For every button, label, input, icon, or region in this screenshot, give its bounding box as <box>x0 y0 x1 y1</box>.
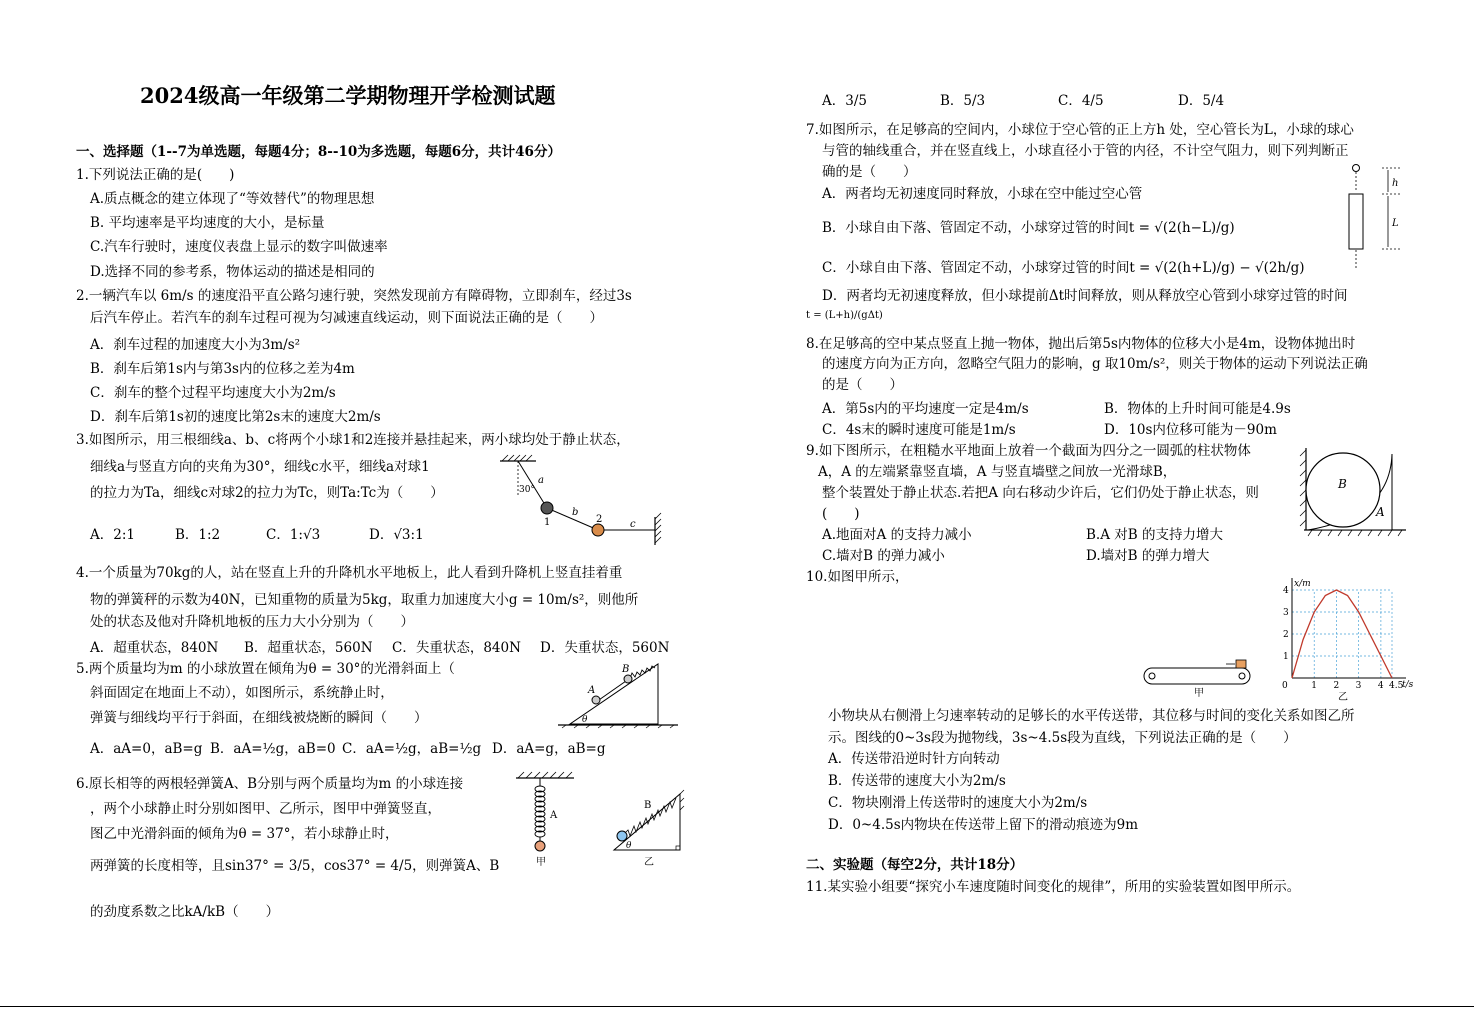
chart-y-label: x/m <box>1294 579 1311 589</box>
q5-stem-1: 5.两个质量均为m 的小球放置在倾角为θ = 30°的光滑斜面上（ <box>76 661 455 677</box>
q8-option-a: A．第5s内的平均速度一定是4m/s <box>822 401 1029 417</box>
q9-option-b: B.A 对B 的支持力增大 <box>1086 527 1223 543</box>
q1-option-c: C.汽车行驶时，速度仪表盘上显示的数字叫做速率 <box>90 239 388 255</box>
q11-stem: 11.某实验小组要“探究小车速度随时间变化的规律”，所用的实验装置如图甲所示。 <box>806 879 1301 895</box>
q10-block <box>1236 660 1246 668</box>
q7-stem-2: 与管的轴线重合，并在竖直线上，小球直径小于管的内径，不计空气阻力，则下列判断正 <box>822 143 1349 159</box>
q5-stem-3: 弹簧与细线均平行于斜面，在细线被烧断的瞬间（ ） <box>90 710 428 726</box>
q3-ball-2 <box>592 524 604 536</box>
q5-option-b: B．aA=½g，aB=0 <box>210 741 336 757</box>
q3-option-a: A．2:1 <box>90 527 135 543</box>
q6-label-yi: 乙 <box>644 857 654 868</box>
q3-label-b: b <box>572 507 579 518</box>
q3-label-1: 1 <box>544 517 551 528</box>
q5-option-c: C．aA=½g，aB=½g <box>342 741 482 757</box>
q1-option-b: B. 平均速率是平均速度的大小，是标量 <box>90 215 325 231</box>
q3-ball-1 <box>541 502 553 514</box>
q6-label-a: A <box>550 810 558 821</box>
q5-option-a: A．aA=0，aB=g <box>90 741 203 757</box>
q8-option-d: D．10s内位移可能为－90m <box>1104 422 1277 438</box>
chart-x-tick-label: 1 <box>1311 681 1317 691</box>
q3-label-2: 2 <box>596 514 603 525</box>
q6-label-b: B <box>644 800 652 811</box>
q3-label-c: c <box>630 519 636 530</box>
q6-option-b: B．5/3 <box>940 93 986 109</box>
q7-option-b: B．小球自由下落、管固定不动，小球穿过管的时间t = √(2(h−L)/g) <box>822 220 1235 236</box>
chart-x-tick-label: 4 <box>1377 681 1384 691</box>
q10-conveyor-figure <box>1138 652 1258 698</box>
chart-y-tick-label: 4 <box>1283 586 1289 596</box>
chart-x-label: t/s <box>1402 680 1414 690</box>
q5-figure <box>558 656 680 728</box>
q1-option-d: D.选择不同的参考系，物体运动的描述是相同的 <box>90 264 375 280</box>
q10-body-2: 示。图线的0~3s段为抛物线，3s~4.5s段为直线，下列说法正确的是（ ） <box>828 730 1297 746</box>
q7-tube <box>1349 194 1363 249</box>
q3-figure <box>500 455 668 550</box>
q5-label-theta: θ <box>582 715 588 725</box>
q8-option-b: B．物体的上升时间可能是4.9s <box>1104 401 1291 417</box>
q6-label-theta: θ <box>626 841 632 851</box>
q10-stem: 10.如图甲所示， <box>806 569 909 585</box>
q8-stem-2: 的速度方向为正方向，忽略空气阻力的影响，g 取10m/s²，则关于物体的运动下列说法正确 <box>822 356 1368 372</box>
q5-stem-2: 斜面固定在地面上不动），如图所示，系统静止时， <box>90 685 394 701</box>
q7-label-h: h <box>1392 178 1399 189</box>
q6-option-d: D．5/4 <box>1178 93 1225 109</box>
q2-option-c: C．刹车的整个过程平均速度大小为2m/s <box>90 385 336 401</box>
q2-option-d: D．刹车后第1s初的速度比第2s末的速度大2m/s <box>90 409 381 425</box>
q2-option-b: B．刹车后第1s内与第3s内的位移之差为4m <box>90 361 355 377</box>
q1-option-a: A.质点概念的建立体现了“等效替代”的物理思想 <box>90 191 375 207</box>
q3-angle-label: 30° <box>519 485 535 495</box>
q4-stem-2: 物的弹簧秤的示数为40N，已知重物的质量为5kg，取重力加速度大小g = 10m/s²，则他所 <box>90 592 639 608</box>
q3-stem-3: 的拉力为Ta，细线c对球2的拉力为Tc，则Ta:Tc为（ ） <box>90 485 444 501</box>
q9-label-b: B <box>1338 477 1347 491</box>
q8-option-c: C．4s末的瞬时速度可能是1m/s <box>822 422 1016 438</box>
q7-stem-3: 确的是（ ） <box>822 164 917 180</box>
q6-label-jia: 甲 <box>536 857 546 868</box>
q3-option-d: D．√3:1 <box>369 527 424 543</box>
q4-option-a: A．超重状态，840N <box>90 640 219 656</box>
q9-option-a: A.地面对A 的支持力减小 <box>822 527 972 543</box>
q7-option-c: C．小球自由下落、管固定不动，小球穿过管的时间t = √(2(h+L)/g) − √(2h/g) <box>822 260 1305 276</box>
q9-stem-2: A，A 的左端紧靠竖直墙，A 与竖直墙壁之间放一光滑球B， <box>818 464 1177 480</box>
q2-stem-1: 2.一辆汽车以 6m/s 的速度沿平直公路匀速行驶，突然发现前方有障碍物，立即刹车，经过3s <box>76 288 632 304</box>
q10-option-c: C．物块刚滑上传送带时的速度大小为2m/s <box>828 795 1088 811</box>
q3-stem-2: 细线a与竖直方向的夹角为30°，细线c水平，细线a对球1 <box>90 459 430 475</box>
q9-stem-3: 整个装置处于静止状态.若把A 向右移动少许后，它们仍处于静止状态，则 <box>822 485 1259 501</box>
q2-option-a <box>90 333 300 353</box>
q10-option-b: B．传送带的速度大小为2m/s <box>828 773 1006 789</box>
q4-option-d: D．失重状态，560N <box>540 640 670 656</box>
q10-xt-chart <box>1272 570 1412 702</box>
q5-ball-b <box>624 675 632 683</box>
q9-label-a: A <box>1376 505 1385 519</box>
q5-ball-a <box>592 696 600 704</box>
q7-option-d-formula: t = (L+h)/(gΔt) <box>806 310 883 321</box>
q6-figures <box>512 772 752 868</box>
q6-stem-1: 6.原长相等的两根轻弹簧A、B分别与两个质量均为m 的小球连接 <box>76 776 464 792</box>
q2-option-a-text: A．刹车过程的加速度大小为 <box>90 337 262 353</box>
q7-ball <box>1353 165 1360 172</box>
q9-option-c: C.墙对B 的弹力减小 <box>822 548 945 564</box>
q7-stem-1: 7.如图所示，在足够高的空间内，小球位于空心管的正上方h 处，空心管长为L，小球的球心 <box>806 122 1354 138</box>
chart-caption-yi: 乙 <box>1338 692 1348 703</box>
chart-x-tick-label: 4.5 <box>1389 681 1404 691</box>
q10-option-a: A．传送带沿逆时针方向转动 <box>828 751 1000 767</box>
q3-option-b: B．1:2 <box>175 527 221 543</box>
q7-figure <box>1342 162 1408 270</box>
q1-stem: 1.下列说法正确的是( ) <box>76 167 235 183</box>
q8-stem-1: 8.在足够高的空中某点竖直上抛一物体，抛出后第5s内物体的位移大小是4m，设物体抛出时 <box>806 336 1356 352</box>
q4-stem-3: 处的状态及他对升降机地板的压力大小分别为（ ） <box>90 614 414 630</box>
q7-option-a: A．两者均无初速度同时释放，小球在空中能过空心管 <box>822 186 1143 202</box>
q7-option-d: D．两者均无初速度释放，但小球提前Δt时间释放，则从释放空心管到小球穿过管的时间 <box>822 288 1348 304</box>
q10-body-1: 小物块从右侧滑上匀速率转动的足够长的水平传送带，其位移与时间的变化关系如图乙所 <box>828 708 1355 724</box>
q5-label-b: B <box>622 664 630 675</box>
section-experiment-header: 二、实验题（每空2分，共计18分） <box>806 857 1024 873</box>
chart-x-tick-label: 0 <box>1282 681 1288 691</box>
q4-stem-1: 4.一个质量为70kg的人，站在竖直上升的升降机水平地板上，此人看到升降机上竖直挂着重 <box>76 565 623 581</box>
q9-stem-1: 9.如下图所示，在粗糙水平地面上放着一个截面为四分之一圆弧的柱状物体 <box>806 443 1251 459</box>
section-choice-header: 一、选择题（1--7为单选题，每题4分；8--10为多选题，每题6分，共计46分） <box>76 144 561 160</box>
q3-option-c: C．1:√3 <box>266 527 321 543</box>
chart-y-tick-label: 1 <box>1283 652 1289 662</box>
chart-x-tick-label: 2 <box>1333 681 1340 691</box>
q6-option-a: A．3/5 <box>822 93 867 109</box>
q9-option-d: D.墙对B 的弹力增大 <box>1086 548 1210 564</box>
q6-stem-4: 两弹簧的长度相等，且sin37° = 3/5，cos37° = 4/5，则弹簧A、B <box>90 858 500 874</box>
q4-option-c: C．失重状态，840N <box>392 640 521 656</box>
page-title: 2024级高一年级第二学期物理开学检测试题 <box>140 83 556 108</box>
q5-option-d: D．aA=g，aB=g <box>492 741 606 757</box>
q9-stem-4: ( ) <box>822 506 860 522</box>
q3-stem-1: 3.如图所示，用三根细线a、b、c将两个小球1和2连接并悬挂起来，两小球均处于静止状态， <box>76 432 630 448</box>
q10-option-d: D．0~4.5s内物块在传送带上留下的滑动痕迹为9m <box>828 817 1139 833</box>
q8-stem-3: 的是（ ） <box>822 377 903 393</box>
q6-stem-5: 的劲度系数之比kA/kB（ ） <box>90 904 280 920</box>
q7-label-l: L <box>1392 218 1399 229</box>
chart-y-tick-label: 3 <box>1283 608 1289 618</box>
page-bottom-border <box>0 1006 1474 1007</box>
q4-option-b: B．超重状态，560N <box>244 640 373 656</box>
q6-stem-3: 图乙中光滑斜面的倾角为θ = 37°，若小球静止时， <box>90 826 399 842</box>
q10-label-jia: 甲 <box>1194 688 1204 699</box>
q3-label-a: a <box>538 475 544 486</box>
q9-figure <box>1298 446 1410 538</box>
q2-option-a-value: 3m/s² <box>261 337 301 353</box>
q6-stem-2: ，两个小球静止时分别如图甲、乙所示，图甲中弹簧竖直， <box>90 801 441 817</box>
q5-label-a: A <box>588 685 596 696</box>
chart-x-tick-label: 3 <box>1355 681 1362 691</box>
q6-option-c: C．4/5 <box>1058 93 1104 109</box>
q2-stem-2: 后汽车停止。若汽车的刹车过程可视为匀减速直线运动，则下面说法正确的是（ ） <box>90 310 603 326</box>
q6-ball-b <box>617 831 627 841</box>
chart-y-tick-label: 2 <box>1283 630 1289 640</box>
q6-ball-a <box>535 841 545 851</box>
